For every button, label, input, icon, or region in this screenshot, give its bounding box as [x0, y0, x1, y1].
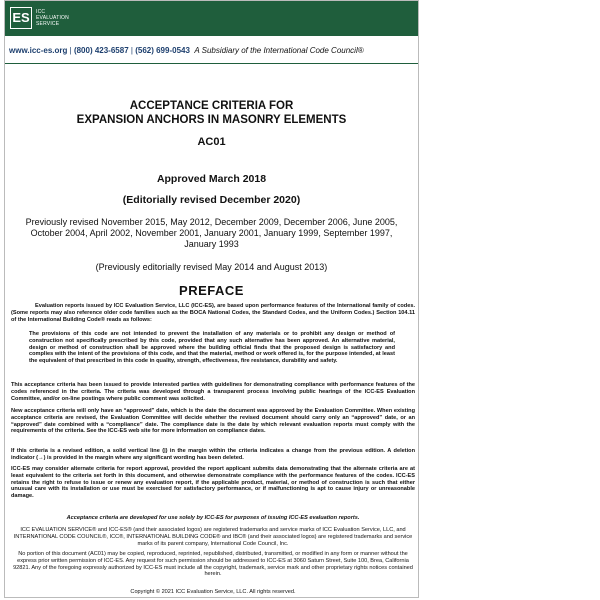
preface-heading: PREFACE — [179, 283, 244, 298]
preface-paragraph-4: If this criteria is a revised edition, a solid vertical line (|) in the margin within the criteria indicates a change from the previous edition. A deletion indicator (→) is provided in the margin where any significant wording has been deleted. — [11, 448, 415, 461]
approved-date: Approved March 2018 — [156, 173, 267, 185]
previous-revisions: Previously revised November 2015, May 2012, December 2009, December 2006, June 2005, October 2004, April 2002, November 2001, January 2001, January 1999, September 1997, January 1993 — [25, 217, 398, 249]
title-line-1: ACCEPTANCE CRITERIA FOR — [129, 100, 294, 112]
logo-text — [36, 9, 69, 27]
website-link[interactable]: www.icc-es.org — [9, 46, 68, 55]
header-rule — [5, 63, 418, 64]
previous-editorial-revisions: (Previously editorially revised May 2014 and August 2013) — [95, 262, 328, 272]
ibc-quote: The provisions of this code are not intended to prevent the installation of any materials or to prohibit any design or method of construction not specifically prescribed by this code, provided that any such alternative has been approved. An alternative material, design or method of construction shall be approved where the building official finds that the proposed design is satisfactory and complies with the intent of the provisions of this code, and that the material, method or work offered is, for the purpose intended, at least the equivalent of that prescribed in this code in quality, strength, effectiveness, fire resistance, durability and safety. — [29, 331, 395, 365]
preface-paragraph-6: Acceptance criteria are developed for use solely by ICC-ES for purposes of issuing ICC-ES evaluation reports. — [66, 515, 360, 521]
title-line-2: EXPANSION ANCHORS IN MASONRY ELEMENTS — [76, 114, 347, 126]
permission-notice: No portion of this document (AC01) may be copied, reproduced, reprinted, republished, distributed, transmitted, or modified in any form or manner without the express prior written permission of ICC-ES. Any request for such permission should be addressed to ICC-ES at 3060 Saturn Street, Suite 100, Brea, California 92821. Any of the foregoing expressly authorized by ICC-ES must include all the copyright, trademark, service mark and other proprietary rights notices contained herein. — [13, 551, 413, 578]
logo-line-3: SERVICE — [36, 21, 60, 27]
header-banner — [5, 1, 418, 36]
icc-es-logo: ES — [10, 7, 32, 29]
preface-paragraph-2: This acceptance criteria has been issued to provide interested parties with guidelines for demonstrating compliance with performance features of the codes referenced in the criteria. The criteria was developed through a transparent process involving public hearings of the ICC-ES Evaluation Committee, and/or on-line postings where public comment was solicited. — [11, 382, 415, 402]
contact-line — [9, 46, 364, 55]
trademark-notice: ICC EVALUATION SERVICE® and ICC-ES® (and their associated logos) are registered trademarks and service marks of ICC Evaluation Service, LLC, and INTERNATIONAL CODE COUNCIL®, ICC®, INTERNATIONAL BUILDING CODE® and IBC® (and their associated logos) are registered trademarks and service marks of its parent company, International Code Council, Inc. — [13, 527, 413, 547]
preface-paragraph-1: Evaluation reports issued by ICC Evaluation Service, LLC (ICC-ES), are based upon performance features of the International family of codes. (Some reports may also reference older code families such as the BOCA National Codes, the Standard Codes, and the Uniform Codes.) Section 104.11 of the International Building Code® reads as follows: — [11, 303, 415, 323]
logo-line-1: ICC — [36, 9, 46, 15]
phone-2: (562) 699-0543 — [135, 46, 190, 55]
separator: | — [69, 46, 72, 55]
document-title — [5, 99, 418, 127]
logo-line-2: EVALUATION — [36, 15, 69, 21]
phone-1: (800) 423-6587 — [73, 46, 129, 55]
subsidiary-text: A Subsidiary of the International Code Council® — [194, 46, 364, 55]
separator: | — [130, 46, 133, 55]
copyright-notice: Copyright © 2021 ICC Evaluation Service, LLC. All rights reserved. — [130, 589, 296, 595]
criteria-code: AC01 — [197, 136, 226, 148]
preface-paragraph-3: New acceptance criteria will only have an “approved” date, which is the date the document was approved by the Evaluation Committee. When existing acceptance criteria are revised, the Evaluation Committee will decide whether the revised document should carry only an “approved” date, or an “approved” date combined with a “compliance” date. The compliance date is the date by which relevant evaluation reports must comply with the requirements of the criteria. See the ICC-ES web site for more information on compliance dates. — [11, 408, 415, 435]
document-page — [4, 0, 419, 598]
editorial-revision: (Editorially revised December 2020) — [122, 194, 301, 206]
preface-paragraph-5: ICC-ES may consider alternate criteria for report approval, provided the report applicant submits data demonstrating that the alternate criteria are at least equivalent to the criteria set forth in this document, and otherwise demonstrate compliance with the performance features of the codes. ICC-ES retains the right to refuse to issue or renew any evaluation report, if the applicable product, material, or method of construction is such that either unusual care with its installation or use must be exercised for satisfactory performance, or if malfunctioning is apt to cause injury or unreasonable damage. — [11, 466, 415, 500]
